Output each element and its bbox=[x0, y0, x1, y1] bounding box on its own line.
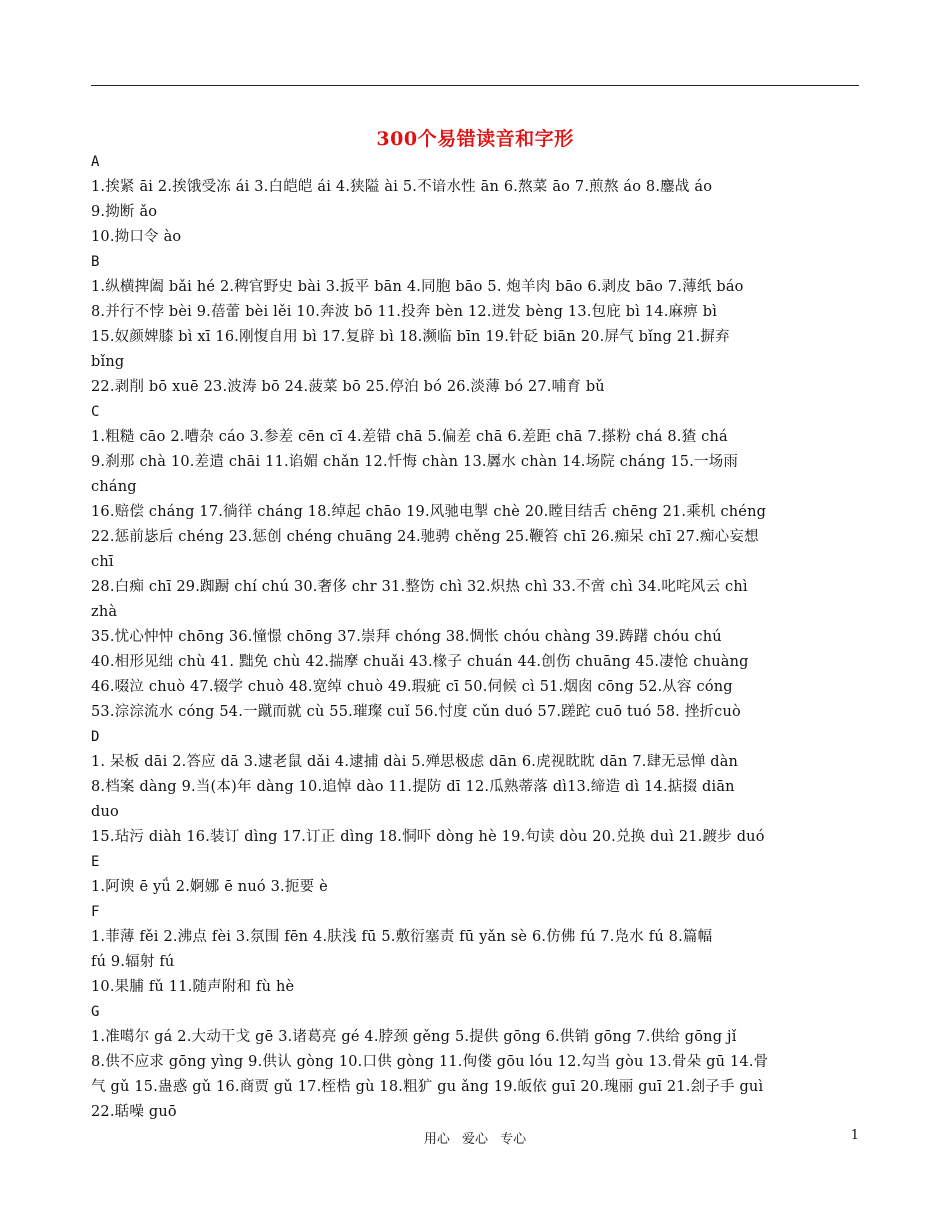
page-title: 300个易错读音和字形 bbox=[376, 128, 574, 150]
entry-line: 1.挨紧 āi 2.挨饿受冻 ái 3.白皑皑 ái 4.狭隘 ài 5.不谙水性 ān 6.熬菜 āo 7.煎熬 áo 8.鏖战 áo bbox=[91, 179, 713, 195]
entry-line: 8.档案 dàng 9.当(本)年 dàng 10.追悼 dào 11.提防 dī 12.瓜熟蒂落 dì13.缔造 dì 14.掂掇 diān bbox=[91, 779, 735, 795]
entry-line: 22.惩前毖后 chéng 23.惩创 chéng chuāng 24.驰骋 chěng 25.鞭笞 chī 26.痴呆 chī 27.痴心妄想 bbox=[91, 529, 759, 545]
entry-line: 1. 呆板 dāi 2.答应 dā 3.逮老鼠 dǎi 4.逮捕 dài 5.殚思极虑 dān 6.虎视眈眈 dān 7.肆无忌惮 dàn bbox=[91, 754, 739, 770]
entry-line: 8.并行不悖 bèi 9.蓓蕾 bèi lěi 10.奔波 bō 11.投奔 bèn 12.迸发 bèng 13.包庇 bì 14.麻痹 bì bbox=[91, 304, 718, 320]
section-heading: G bbox=[91, 1004, 100, 1020]
section-heading: F bbox=[91, 904, 100, 920]
header-rule bbox=[91, 85, 859, 86]
entry-line: 40.相形见绌 chù 41. 黜免 chù 42.揣摩 chuǎi 43.椽子 chuán 44.创伤 chuāng 45.凄怆 chuàng bbox=[91, 654, 749, 670]
entry-line: fú 9.辐射 fú bbox=[91, 954, 175, 970]
page-number: 1 bbox=[850, 1128, 859, 1143]
entry-line: chī bbox=[91, 554, 114, 570]
entry-line: 10.果脯 fǔ 11.随声附和 fù hè bbox=[91, 979, 295, 995]
entry-line: 10.拗口令 ào bbox=[91, 229, 182, 245]
entry-line: 35.忧心忡忡 chōng 36.憧憬 chōng 37.崇拜 chóng 38.惆怅 chóu chàng 39.踌躇 chóu chú bbox=[91, 629, 722, 645]
entry-line: zhà bbox=[91, 604, 118, 620]
entry-line: 1.纵横捭阖 bǎi hé 2.稗官野史 bài 3.扳平 bān 4.同胞 bāo 5. 炮羊肉 bāo 6.剥皮 bāo 7.薄纸 báo bbox=[91, 279, 744, 295]
entry-line: 气 gǔ 15.蛊惑 gǔ 16.商贾 gǔ 17.桎梏 gù 18.粗犷 gu ǎng 19.皈依 guī 20.瑰丽 guī 21.刽子手 guì bbox=[91, 1079, 764, 1095]
entry-line: 53.淙淙流水 cóng 54.一蹴而就 cù 55.璀璨 cuǐ 56.忖度 cǔn duó 57.蹉跎 cuō tuó 58. 挫折cuò bbox=[91, 704, 741, 720]
entry-line: 15.奴颜婢膝 bì xī 16.刚愎自用 bì 17.复辟 bì 18.濒临 bīn 19.针砭 biān 20.屏气 bǐng 21.摒弃 bbox=[91, 329, 730, 345]
entry-line: 46.啜泣 chuò 47.辍学 chuò 48.宽绰 chuò 49.瑕疵 cī 50.伺候 cì 51.烟囱 cōng 52.从容 cóng bbox=[91, 679, 733, 695]
section-heading: A bbox=[91, 154, 100, 170]
entry-line: 1.菲薄 fěi 2.沸点 fèi 3.氛围 fēn 4.肤浅 fū 5.敷衍塞责 fū yǎn sè 6.仿佛 fú 7.凫水 fú 8.篇幅 bbox=[91, 929, 713, 945]
entry-line: 22.聒噪 guō bbox=[91, 1104, 177, 1120]
entry-line: 1.准噶尔 gá 2.大动干戈 gē 3.诸葛亮 gé 4.脖颈 gěng 5.提供 gōng 6.供销 gōng 7.供给 gōng jǐ bbox=[91, 1029, 737, 1045]
entry-line: 1.阿谀 ē yǘ 2.婀娜 ē nuó 3.扼要 è bbox=[91, 879, 328, 895]
entry-line: 8.供不应求 gōng yìng 9.供认 gòng 10.口供 gòng 11.佝偻 gōu lóu 12.勾当 gòu 13.骨朵 gū 14.骨 bbox=[91, 1054, 769, 1070]
section-heading: E bbox=[91, 854, 100, 870]
entry-line: 1.粗糙 cāo 2.嘈杂 cáo 3.参差 cēn cī 4.差错 chā 5.偏差 chā 6.差距 chā 7.搽粉 chá 8.猹 chá bbox=[91, 429, 728, 445]
section-heading: C bbox=[91, 404, 100, 420]
entry-line: 9.拗断 ǎo bbox=[91, 204, 158, 220]
document-body bbox=[91, 150, 863, 1125]
entry-line: 16.赔偿 cháng 17.徜徉 cháng 18.绰起 chāo 19.风驰电掣 chè 20.瞠目结舌 chēng 21.乘机 chéng bbox=[91, 504, 767, 520]
entry-line: 28.白痴 chī 29.踟蹰 chí chú 30.奢侈 chr 31.整饬 chì 32.炽热 chì 33.不啻 chì 34.叱咤风云 chì bbox=[91, 579, 748, 595]
entry-line: cháng bbox=[91, 479, 137, 495]
section-heading: B bbox=[91, 254, 100, 270]
entry-line: duo bbox=[91, 804, 119, 820]
entry-line: bǐng bbox=[91, 354, 125, 370]
entry-line: 15.玷污 diàh 16.装订 dìng 17.订正 dìng 18.恫吓 dòng hè 19.句读 dòu 20.兑换 duì 21.踱步 duó bbox=[91, 829, 765, 845]
footer-text: 用心 爱心 专心 bbox=[423, 1132, 527, 1147]
entry-line: 22.剥削 bō xuē 23.波涛 bō 24.菠菜 bō 25.停泊 bó 26.淡薄 bó 27.哺育 bǔ bbox=[91, 379, 605, 395]
section-heading: D bbox=[91, 729, 100, 745]
entry-line: 9.刹那 chà 10.差遣 chāi 11.谄媚 chǎn 12.忏悔 chàn 13.羼水 chàn 14.场院 cháng 15.一场雨 bbox=[91, 454, 739, 470]
